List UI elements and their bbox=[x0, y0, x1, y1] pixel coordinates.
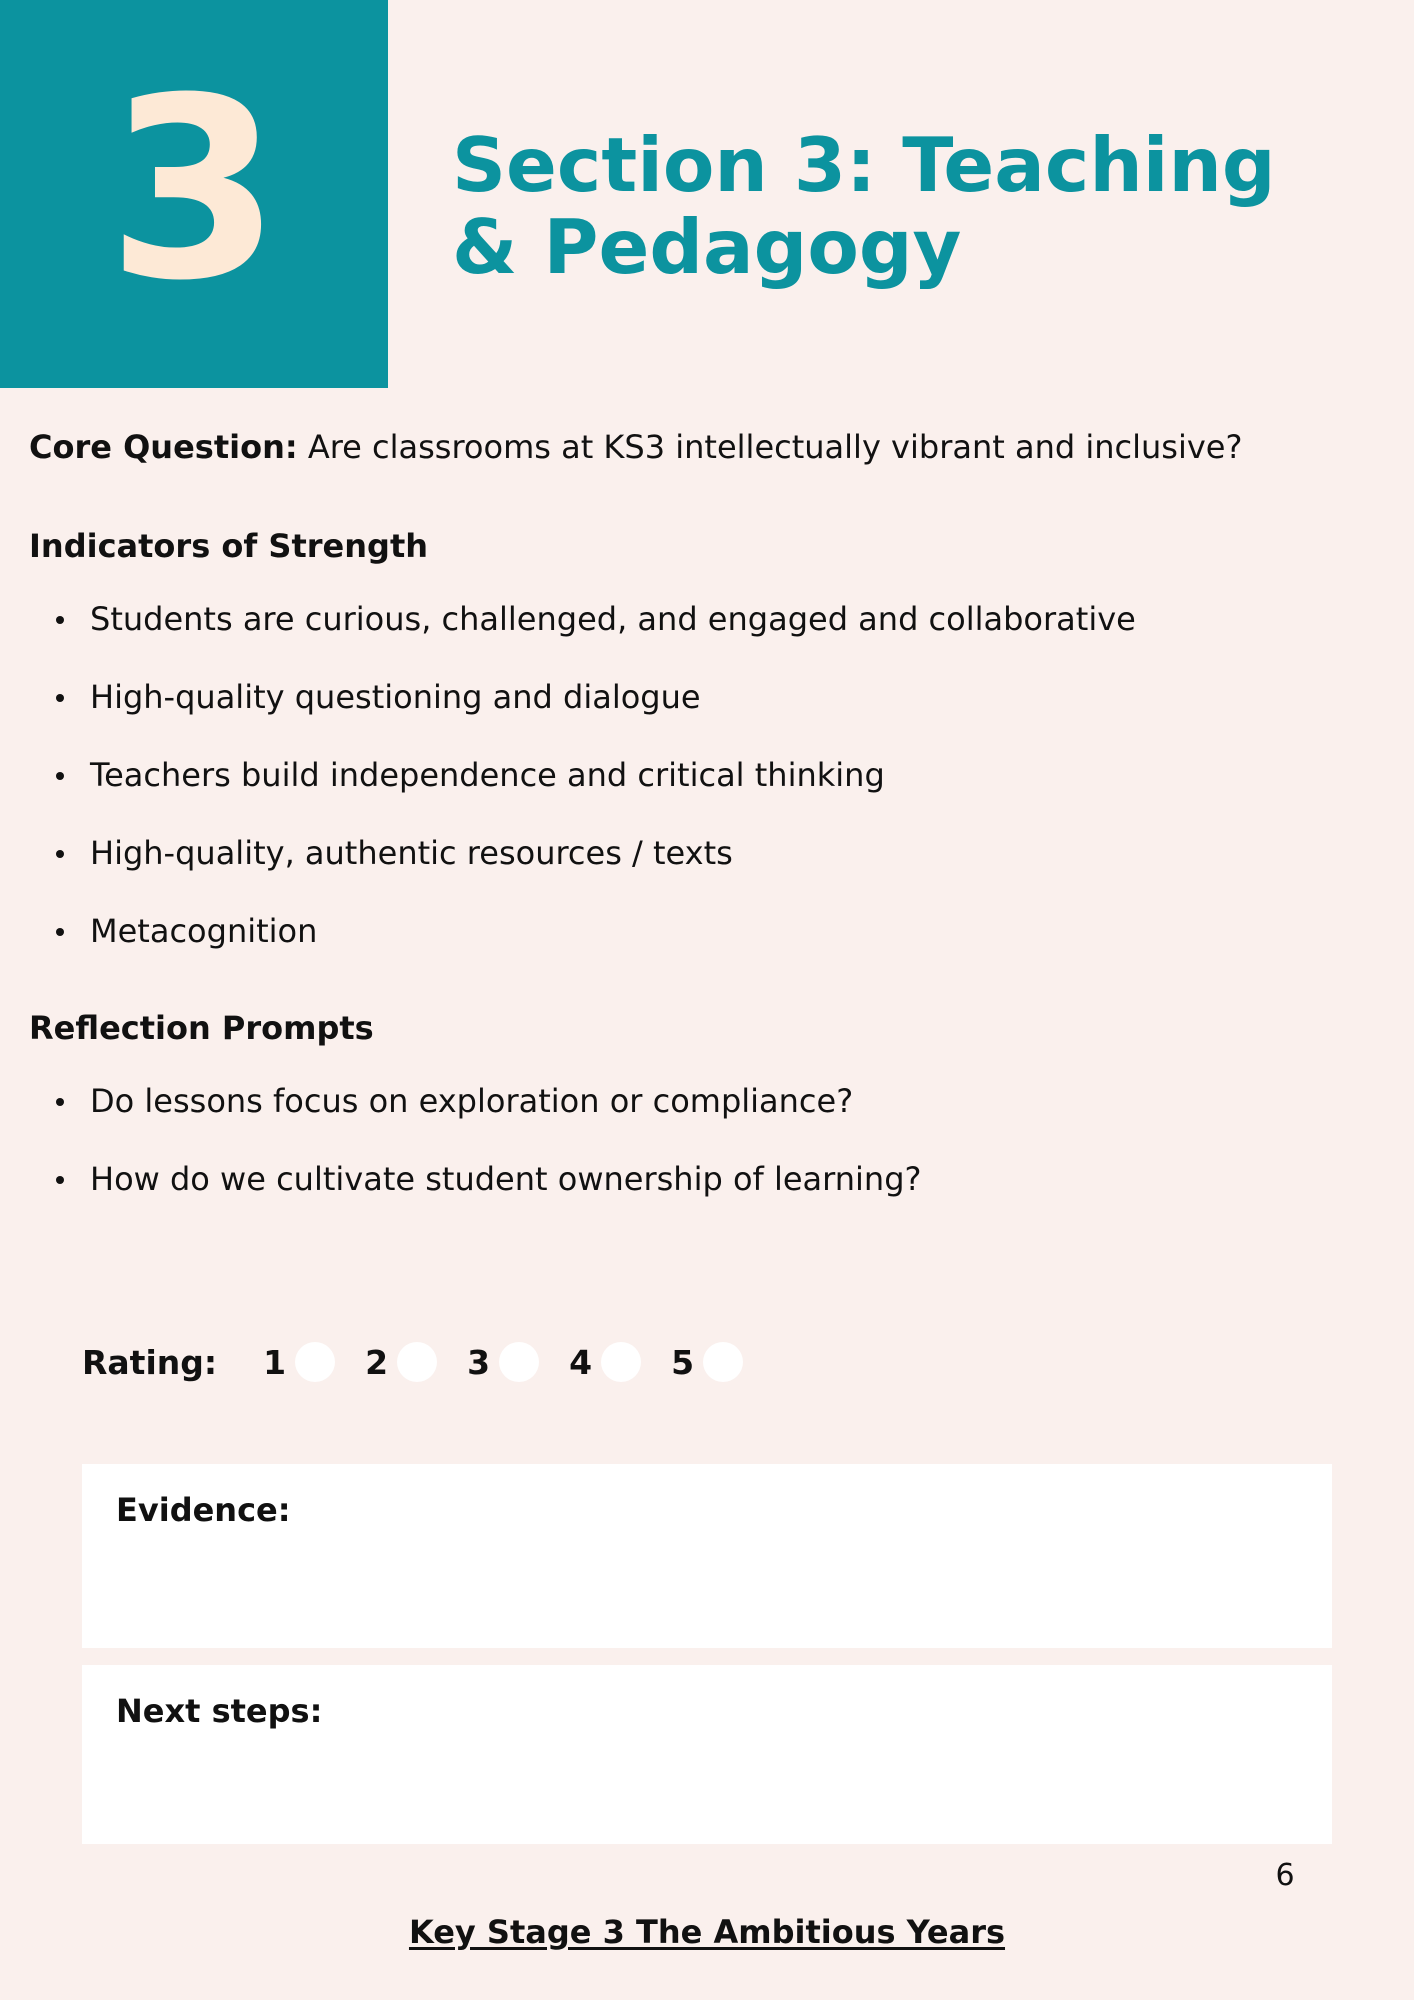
indicators-list bbox=[29, 580, 1389, 970]
rating-radio-3[interactable] bbox=[499, 1342, 539, 1382]
rating-option-2 bbox=[365, 1342, 437, 1382]
list-item: Teachers build independence and critical thinking bbox=[29, 736, 1389, 814]
indicators-heading: Indicators of Strength bbox=[29, 527, 429, 565]
section-title: Section 3: Teaching & Pedagogy bbox=[452, 121, 1276, 291]
list-item: High-quality, authentic resources / texts bbox=[29, 814, 1389, 892]
rating-option-5 bbox=[671, 1342, 743, 1382]
rating-label: Rating: bbox=[82, 1342, 218, 1382]
footer-title: Key Stage 3 The Ambitious Years bbox=[408, 1913, 1006, 1951]
section-number: 3 bbox=[107, 44, 281, 335]
rating-option-3 bbox=[467, 1342, 539, 1382]
evidence-field[interactable] bbox=[82, 1464, 1332, 1648]
rating-number: 1 bbox=[263, 1342, 287, 1382]
footer bbox=[0, 1910, 1414, 1954]
page-number: 6 bbox=[1275, 1858, 1295, 1893]
rating-radio-2[interactable] bbox=[397, 1342, 437, 1382]
rating-option-4 bbox=[569, 1342, 641, 1382]
rating-radio-1[interactable] bbox=[295, 1342, 335, 1382]
evidence-label: Evidence: bbox=[116, 1491, 291, 1529]
rating-number: 5 bbox=[671, 1342, 695, 1382]
reflection-heading: Reflection Prompts bbox=[29, 1009, 374, 1047]
next-steps-field[interactable] bbox=[82, 1665, 1332, 1844]
core-question-text: Are classrooms at KS3 intellectually vibrant and inclusive? bbox=[307, 428, 1243, 466]
rating-radio-5[interactable] bbox=[703, 1342, 743, 1382]
list-item: How do we cultivate student ownership of learning? bbox=[29, 1140, 1389, 1218]
list-item: Metacognition bbox=[29, 892, 1389, 970]
list-item: High-quality questioning and dialogue bbox=[29, 658, 1389, 736]
rating-number: 4 bbox=[569, 1342, 593, 1382]
rating-radio-4[interactable] bbox=[601, 1342, 641, 1382]
rating-number: 2 bbox=[365, 1342, 389, 1382]
main-content bbox=[29, 420, 1389, 1218]
rating-row bbox=[82, 1336, 773, 1388]
list-item: Do lessons focus on exploration or compliance? bbox=[29, 1062, 1389, 1140]
rating-option-1 bbox=[263, 1342, 335, 1382]
rating-number: 3 bbox=[467, 1342, 491, 1382]
core-question-label: Core Question: bbox=[29, 428, 298, 466]
section-number-block bbox=[0, 0, 388, 388]
core-question bbox=[29, 420, 1389, 474]
reflection-list bbox=[29, 1062, 1389, 1218]
list-item: Students are curious, challenged, and engaged and collaborative bbox=[29, 580, 1389, 658]
next-steps-label: Next steps: bbox=[116, 1692, 323, 1730]
